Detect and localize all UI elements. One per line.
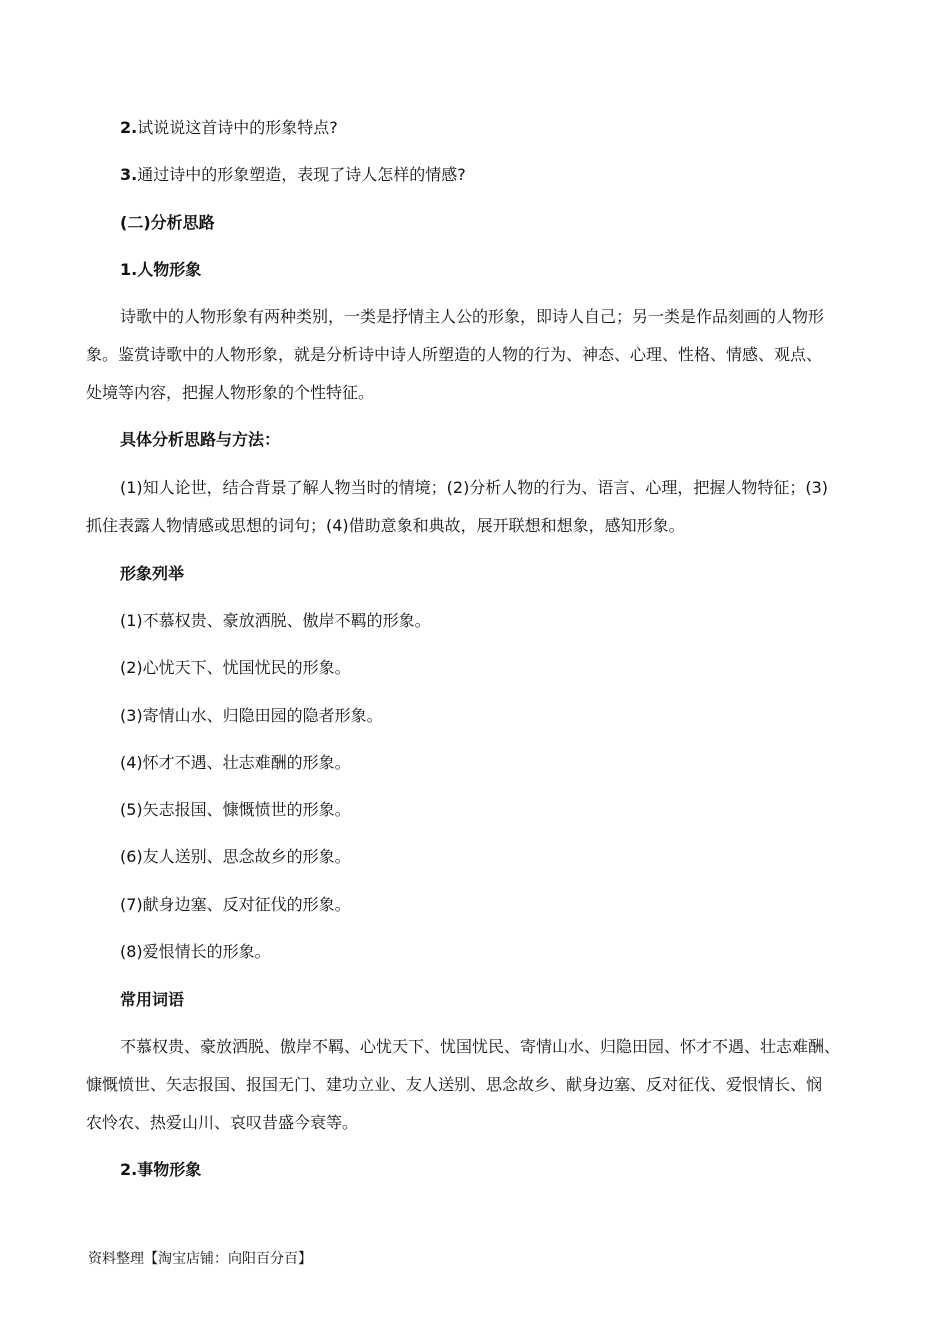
analysis-heading: (二)分析思路 (120, 213, 215, 232)
thing-image-heading: 2.事物形象 (120, 1160, 202, 1179)
question-2-number: 2. (120, 118, 138, 137)
question-2-text: 试说说这首诗中的形象特点? (137, 118, 338, 137)
list-item: (2)心忧天下、忧国忧民的形象。 (120, 658, 351, 677)
question-3-number: 3. (120, 165, 138, 184)
list-item: (3)寄情山水、归隐田园的隐者形象。 (120, 706, 383, 725)
words-paragraph-line-2: 慷慨愤世、矢志报国、报国无门、建功立业、友人送别、思念故乡、献身边塞、反对征伐、爱恨情长、悯 (86, 1075, 823, 1094)
list-item: (7)献身边塞、反对征伐的形象。 (120, 895, 351, 914)
method-paragraph-line-2: 抓住表露人物情感或思想的词句；(4)借助意象和典故，展开联想和想象，感知形象。 (86, 516, 685, 535)
common-words-heading: 常用词语 (120, 990, 185, 1009)
method-heading: 具体分析思路与方法： (120, 430, 281, 449)
person-image-heading: 1.人物形象 (120, 260, 202, 279)
words-paragraph-line-3: 农怜农、热爱山川、哀叹昔盛今衰等。 (86, 1113, 359, 1132)
list-item: (8)爱恨情长的形象。 (120, 942, 271, 961)
list-item: (5)矢志报国、慷慨愤世的形象。 (120, 800, 351, 819)
question-3-text: 通过诗中的形象塑造，表现了诗人怎样的情感? (137, 165, 466, 184)
method-paragraph-line-1: (1)知人论世，结合背景了解人物当时的情境；(2)分析人物的行为、语言、心理，把握人物特征；(3) (120, 478, 828, 497)
question-2 (120, 118, 338, 138)
person-paragraph-line-1: 诗歌中的人物形象有两种类别，一类是抒情主人公的形象，即诗人自己；另一类是作品刻画的人物形 (120, 307, 825, 326)
words-paragraph-line-1: 不慕权贵、豪放洒脱、傲岸不羁、心忧天下、忧国忧民、寄情山水、归隐田园、怀才不遇、壮志难酬、 (120, 1037, 841, 1056)
person-paragraph-line-3: 处境等内容，把握人物形象的个性特征。 (86, 383, 375, 402)
question-3 (120, 165, 466, 185)
list-item: (1)不慕权贵、豪放洒脱、傲岸不羁的形象。 (120, 611, 431, 630)
person-paragraph-line-2: 象。鉴赏诗歌中的人物形象，就是分析诗中诗人所塑造的人物的行为、神态、心理、性格、情感、观点、 (86, 345, 823, 364)
image-list-heading: 形象列举 (120, 564, 185, 583)
list-item: (4)怀才不遇、壮志难酬的形象。 (120, 753, 351, 772)
list-item: (6)友人送别、思念故乡的形象。 (120, 847, 351, 866)
page-footer: 资料整理【淘宝店铺：向阳百分百】 (88, 1251, 312, 1267)
